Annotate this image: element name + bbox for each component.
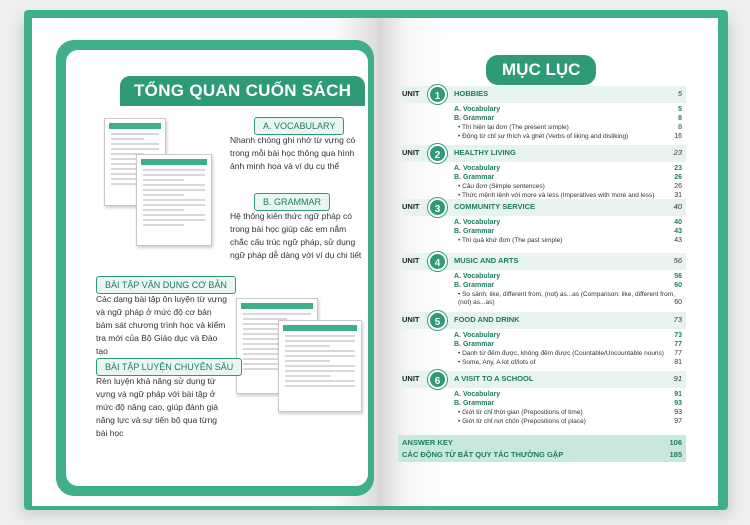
toc-section-label: B. Grammar [454, 115, 495, 122]
basic-exercises-description: Các dạng bài tập ôn luyện từ vựng và ngữ pháp ở mức độ cơ bản bám sát chương trình học và kiểm tra mới của Bộ Giáo dục và Đào tạo [96, 294, 227, 356]
toc-subtopic-label: • Thức mệnh lệnh với more và less (Imperatives with more and less) [458, 192, 655, 199]
unit-number-badge: 1 [428, 85, 447, 104]
toc-subtopic-label: • So sánh: like, different from, (not) as...as (Comparison: like, different from, (not) as...as) [458, 291, 675, 306]
answer-key-entry [402, 438, 682, 447]
toc-section-label: A. Vocabulary [454, 391, 501, 398]
toc-subtopic-entry[interactable] [458, 133, 682, 141]
toc-section-label: A. Vocabulary [454, 273, 501, 280]
toc-subtopic-entry[interactable] [458, 350, 682, 358]
toc-section-entry[interactable] [454, 115, 682, 122]
toc-section-label: A. Vocabulary [454, 106, 501, 113]
toc-section-entry[interactable] [454, 341, 682, 348]
toc-subtopic-page: 31 [674, 192, 682, 199]
unit-word: UNIT [402, 148, 420, 157]
toc-subtopic-label: • Some, Any, A lot of/lots of [458, 359, 536, 366]
toc-subtopic-page: 97 [674, 418, 682, 425]
unit-row[interactable] [398, 312, 686, 329]
toc-section-label: B. Grammar [454, 228, 495, 235]
toc-subtopic-label: • Thì quá khứ đơn (The past simple) [458, 237, 563, 244]
unit-word: UNIT [402, 315, 420, 324]
toc-section-entry[interactable] [454, 391, 682, 398]
toc-subtopic-label: • Câu đơn (Simple sentences) [458, 183, 545, 190]
toc-section-entry[interactable] [454, 219, 682, 226]
toc-section-page: 43 [674, 228, 682, 235]
toc-section-page: 56 [674, 273, 682, 280]
vocabulary-description: Nhanh chóng ghi nhớ từ vựng có trong mỗi bài học thông qua hình ảnh minh họa và ví dụ cụ thể [230, 135, 356, 171]
toc-section-page: 8 [678, 115, 682, 122]
unit-page: 91 [673, 374, 682, 383]
basic-exercises-label: BÀI TẬP VẬN DỤNG CƠ BẢN [96, 276, 236, 294]
unit-title: HOBBIES [454, 89, 489, 98]
grammar-page-thumbnail [136, 154, 212, 246]
toc-section-label: A. Vocabulary [454, 332, 501, 339]
toc-subtopic-label: • Thì hiện tại đơn (The present simple) [458, 124, 569, 131]
toc-subtopic-entry[interactable] [458, 418, 682, 426]
toc-subtopic-label: • Giới từ chỉ nơi chốn (Prepositions of place) [458, 418, 586, 425]
table-of-contents-title: MỤC LỤC [486, 55, 596, 85]
toc-section-label: B. Grammar [454, 282, 495, 289]
toc-section-label: B. Grammar [454, 341, 495, 348]
advanced-exercises-description: Rèn luyện khả năng sử dụng từ vựng và ngữ pháp với bài tập ở mức độ nâng cao, giúp đánh giá năng lực và sự tiến bộ qua từng bài học [96, 376, 218, 438]
overview-title: TỔNG QUAN CUỐN SÁCH [120, 76, 365, 106]
unit-row[interactable] [398, 145, 686, 162]
toc-subtopic-label: • Danh từ đếm được, không đếm được (Countable/Uncountable nouns) [458, 350, 664, 357]
toc-section-page: 73 [674, 332, 682, 339]
unit-word: UNIT [402, 89, 420, 98]
unit-title: MUSIC AND ARTS [454, 256, 519, 265]
grammar-label: B. GRAMMAR [254, 193, 330, 211]
toc-subtopic-entry[interactable] [458, 124, 682, 132]
toc-subtopic-label: • Giới từ chỉ thời gian (Prepositions of time) [458, 409, 583, 416]
unit-page: 23 [673, 148, 682, 157]
toc-subtopic-label: • Động từ chỉ sự thích và ghét (Verbs of liking and disliking) [458, 133, 629, 140]
vocabulary-label: A. VOCABULARY [254, 117, 344, 135]
irregular-verbs-page: 185 [669, 450, 682, 459]
unit-number-badge: 5 [428, 311, 447, 330]
unit-row[interactable] [398, 199, 686, 216]
unit-title: COMMUNITY SERVICE [454, 202, 535, 211]
toc-subtopic-entry[interactable] [458, 359, 682, 367]
toc-section-label: A. Vocabulary [454, 219, 501, 226]
toc-section-entry[interactable] [454, 282, 682, 289]
unit-word: UNIT [402, 256, 420, 265]
toc-section-page: 23 [674, 165, 682, 172]
irregular-verbs-entry [402, 450, 682, 459]
unit-row[interactable] [398, 253, 686, 270]
advanced-exercises-label: BÀI TẬP LUYỆN CHUYÊN SÂU [96, 358, 242, 376]
unit-number-badge: 6 [428, 370, 447, 389]
unit-number-badge: 2 [428, 144, 447, 163]
toc-section-page: 93 [674, 400, 682, 407]
toc-section-entry[interactable] [454, 273, 682, 280]
toc-section-entry[interactable] [454, 228, 682, 235]
toc-section-label: B. Grammar [454, 400, 495, 407]
toc-subtopic-entry[interactable] [458, 183, 682, 191]
grammar-description: Hệ thống kiến thức ngữ pháp có trong bài học giúp các em nắm chắc cấu trúc ngữ pháp, sử dụng ngữ pháp dễ dàng với ví dụ chi tiết [230, 211, 362, 260]
toc-subtopic-page: 43 [674, 237, 682, 244]
toc-section-entry[interactable] [454, 165, 682, 172]
toc-section-page: 91 [674, 391, 682, 398]
unit-number-badge: 4 [428, 252, 447, 271]
unit-word: UNIT [402, 374, 420, 383]
toc-subtopic-page: 16 [674, 133, 682, 140]
advanced-exercise-thumbnail [278, 320, 362, 412]
toc-subtopic-page: 81 [674, 359, 682, 366]
toc-subtopic-entry[interactable] [458, 291, 682, 307]
unit-title: HEALTHY LIVING [454, 148, 516, 157]
unit-page: 56 [673, 256, 682, 265]
toc-section-label: A. Vocabulary [454, 165, 501, 172]
toc-section-entry[interactable] [454, 400, 682, 407]
answer-key-page: 106 [669, 438, 682, 447]
toc-section-entry[interactable] [454, 106, 682, 113]
unit-number-badge: 3 [428, 198, 447, 217]
unit-page: 40 [673, 202, 682, 211]
toc-section-label: B. Grammar [454, 174, 495, 181]
toc-subtopic-page: 26 [674, 183, 682, 190]
answer-key-label: ANSWER KEY [402, 438, 453, 447]
unit-title: FOOD AND DRINK [454, 315, 520, 324]
unit-row[interactable] [398, 86, 686, 103]
toc-section-page: 26 [674, 174, 682, 181]
unit-page: 73 [673, 315, 682, 324]
toc-subtopic-page: 60 [674, 299, 682, 306]
toc-section-page: 77 [674, 341, 682, 348]
unit-word: UNIT [402, 202, 420, 211]
unit-title: A VISIT TO A SCHOOL [454, 374, 534, 383]
toc-section-page: 60 [674, 282, 682, 289]
toc-subtopic-entry[interactable] [458, 237, 682, 245]
toc-section-page: 5 [678, 106, 682, 113]
toc-subtopic-entry[interactable] [458, 409, 682, 417]
toc-subtopic-page: 93 [674, 409, 682, 416]
toc-subtopic-page: 77 [674, 350, 682, 357]
toc-section-entry[interactable] [454, 174, 682, 181]
toc-subtopic-page: 8 [678, 124, 682, 131]
toc-section-entry[interactable] [454, 332, 682, 339]
irregular-verbs-label: CÁC ĐỘNG TỪ BẤT QUY TẮC THƯỜNG GẶP [402, 450, 564, 459]
unit-page: 5 [677, 89, 682, 98]
unit-row[interactable] [398, 371, 686, 388]
toc-section-page: 40 [674, 219, 682, 226]
